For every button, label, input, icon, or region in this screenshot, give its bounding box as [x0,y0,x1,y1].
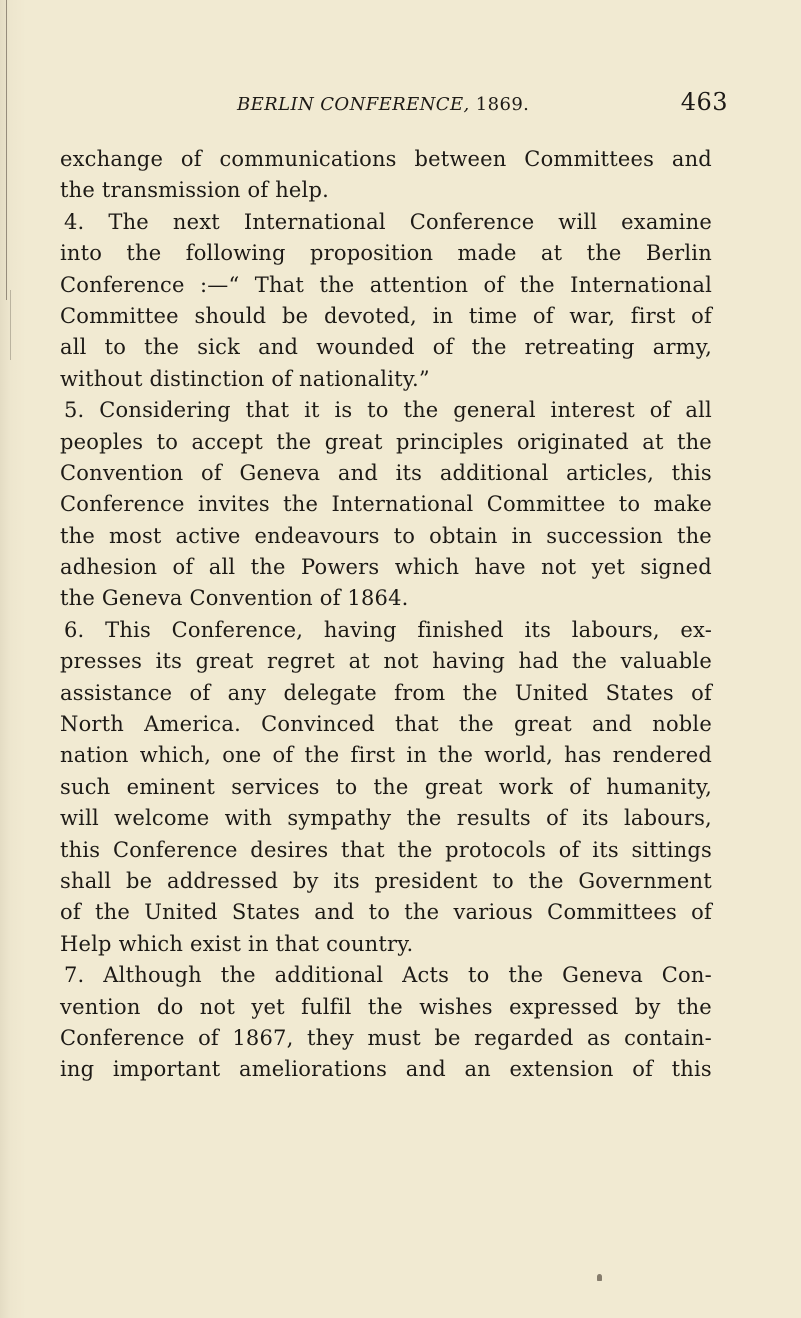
word: States [231,900,301,925]
word: with [224,806,273,831]
word: general [453,398,536,423]
text-line [60,1054,712,1085]
word: Conference [60,272,185,297]
word: at [642,429,664,454]
word: they [306,1025,354,1050]
word: International [331,492,474,517]
word: States [605,680,674,705]
word: and [337,460,378,485]
text-line [60,270,712,301]
word: which, [139,743,212,768]
word: adhesion [60,555,158,580]
word: wishes [419,994,493,1019]
word: had [518,649,559,674]
word: Considering [99,398,231,423]
word: its [155,649,183,674]
page-edge-line [6,0,7,300]
word: that [341,837,385,862]
word: be [434,1025,461,1050]
word: rendered [612,743,712,768]
running-head [237,94,529,115]
running-year: 1869. [475,94,530,115]
word: the [60,523,95,548]
word: International [243,209,386,234]
word: sittings [631,837,712,862]
word: North [60,712,125,737]
word: to [467,963,490,988]
word: expressed [509,994,619,1019]
word: that [245,398,290,423]
text-line [60,427,712,458]
word: humanity, [606,774,712,799]
word: devoted, [323,303,417,328]
word: regret [267,649,336,674]
word: of [649,398,671,423]
word: noble [652,712,712,737]
text-line [60,207,712,238]
word: the [250,555,286,580]
word: of [180,147,202,171]
word: Convinced [261,712,375,737]
word: Powers [301,555,380,580]
text-line [60,646,712,677]
word: its [582,806,609,831]
word: of [272,743,294,768]
word: articles, [566,460,655,485]
word: the [283,492,319,517]
word: 1867, [232,1025,294,1050]
word: examine [621,209,712,234]
word: to [618,492,641,517]
word: of [691,680,712,705]
word: eminent [126,774,215,799]
word: Conference [112,837,238,862]
word: be [126,868,153,893]
word: the [676,994,712,1019]
word: finished [417,617,504,642]
body-text [60,144,712,1086]
word: Government [578,868,712,893]
word: to [368,900,391,925]
word: welcome [114,806,210,831]
word: the [397,837,433,862]
word: of [558,837,580,862]
word: 5. [64,398,85,423]
text-line [60,395,712,426]
word: is [334,398,353,423]
text-line [60,866,712,897]
word: and [671,147,712,171]
word: of [632,1057,654,1082]
word: 4. [64,209,85,234]
word: presses [60,649,143,674]
text-line [60,552,712,583]
text-line [60,803,712,834]
word: important [112,1057,221,1082]
text-line [60,992,712,1023]
word: America. [144,712,241,737]
word: this [671,1057,712,1082]
text-line [60,960,712,991]
word: Committee [486,492,606,517]
word: all [685,398,712,423]
word: United [144,900,218,925]
page-edge-line [10,290,11,360]
word: the [276,429,312,454]
word: the [126,241,162,266]
text-line [60,709,712,740]
word: the [406,806,442,831]
word: its [395,460,423,485]
word: the [471,335,507,360]
word: it [304,398,320,423]
word: to [367,398,389,423]
word: world, [484,743,553,768]
word: made [457,241,517,266]
word: vention [60,994,141,1019]
word: that [395,712,439,737]
word: of [172,555,194,580]
word: services [231,774,320,799]
word: retreating [524,335,635,360]
word: all [208,555,236,580]
word: the [144,335,180,360]
word: first [630,303,676,328]
word: the [373,774,409,799]
word: such [60,774,111,799]
page-number: 463 [680,88,728,116]
word: the [462,680,498,705]
text-line: the transmission of help. [60,178,329,203]
word: at [540,241,563,266]
word: to [156,429,179,454]
word: the [508,963,544,988]
word: should [194,303,267,328]
word: active [175,523,241,548]
word: results [456,806,531,831]
word: and [592,712,633,737]
word: work [498,774,554,799]
word: communications [219,147,397,171]
word: of [483,272,505,297]
word: succession [546,523,663,548]
text-line [60,489,712,520]
ink-mark [597,1274,602,1281]
word: invites [197,492,270,517]
word: between [414,147,507,171]
word: time [468,303,518,328]
word: make [653,492,712,517]
word: sick [197,335,241,360]
text-line [60,678,712,709]
word: wounded [316,335,415,360]
word: Geneva [239,460,321,485]
word: sympathy [287,806,392,831]
word: not [541,555,577,580]
text-line [60,458,712,489]
word: proposition [309,241,434,266]
word: nation [60,743,129,768]
text-line [60,332,712,363]
word: 6. [64,617,85,642]
text-line [60,301,712,332]
word: yet [591,555,626,580]
word: the [519,272,555,297]
word: by [292,868,319,893]
word: and [405,1057,446,1082]
word: extension [509,1057,614,1082]
word: contain- [624,1025,712,1050]
word: great [424,774,483,799]
word: ing [60,1057,95,1082]
text-line [60,1023,712,1054]
word: any [227,680,267,705]
word: first [350,743,396,768]
word: at [348,649,370,674]
word: delegate [283,680,377,705]
word: do [156,994,184,1019]
word: from [394,680,446,705]
word: into [60,241,103,266]
word: be [281,303,309,328]
word: originated [516,429,629,454]
word: the [458,712,494,737]
text-line [60,740,712,771]
text-line [60,521,712,552]
word: ex- [680,617,712,642]
word: The [108,209,149,234]
word: ameliorations [238,1057,388,1082]
word: the [367,994,403,1019]
word: That [254,272,305,297]
page-header [60,88,728,122]
word: various [453,900,533,925]
word: principles [396,429,504,454]
word: must [367,1025,421,1050]
word: desires [250,837,329,862]
word: its [592,837,619,862]
word: to [104,335,127,360]
word: shall [60,868,112,893]
word: having [432,649,505,674]
word: labours, [571,617,660,642]
word: this [60,837,101,862]
word: of [691,303,712,328]
word: interest [550,398,635,423]
word: Committees [547,900,677,925]
running-title: BERLIN CONFERENCE, [237,94,470,115]
word: the [572,649,608,674]
word: Geneva [562,963,643,988]
word: not [199,994,236,1019]
word: the [676,429,712,454]
word: protocols [445,837,547,862]
word: Committee [60,303,179,328]
word: endeavours [254,523,380,548]
word: the [403,398,439,423]
word: next [172,209,220,234]
text-line [60,144,712,175]
word: Conference [409,209,535,234]
word: of [569,774,591,799]
word: yet [251,994,285,1019]
word: Conference [60,1025,185,1050]
word: Conference [60,492,185,517]
word: to [393,523,416,548]
word: of [546,806,567,831]
word: Although [103,963,202,988]
word: regarded [474,1025,574,1050]
word: and [314,900,355,925]
word: This [105,617,151,642]
text-line: Help which exist in that country. [60,931,414,956]
word: of [198,1025,219,1050]
word: army, [652,335,712,360]
word: additional [439,460,549,485]
word: by [634,994,661,1019]
word: the [528,868,564,893]
word: of [691,900,712,925]
word: the [304,743,340,768]
word: assistance [60,680,173,705]
word: which [394,555,460,580]
word: the [438,743,474,768]
word: will [558,209,598,234]
word: war, [569,303,616,328]
word: United [514,680,589,705]
word: valuable [620,649,712,674]
text-line: the Geneva Convention of 1864. [60,586,409,611]
word: one [222,743,262,768]
word: to [492,868,514,893]
word: the [676,523,712,548]
word: International [570,272,712,297]
word: Berlin [645,241,712,266]
word: addressed [167,868,279,893]
word: peoples [60,429,144,454]
word: 7. [64,963,85,988]
word: attention [369,272,469,297]
word: Conference, [171,617,304,642]
word: of [532,303,554,328]
word: obtain [429,523,498,548]
word: Convention [60,460,184,485]
word: the [404,900,440,925]
word: signed [640,555,712,580]
word: the [319,272,355,297]
word: not [383,649,419,674]
word: president [374,868,478,893]
word: great [195,649,254,674]
word: and [258,335,299,360]
word: fulfil [301,994,352,1019]
word: in [432,303,454,328]
text-line [60,772,712,803]
word: of [432,335,454,360]
word: an [464,1057,491,1082]
word: its [524,617,552,642]
word: following [185,241,286,266]
text-line: without distinction of nationality.” [60,366,430,391]
word: great [514,712,572,737]
text-line [60,615,712,646]
text-line [60,238,712,269]
word: has [564,743,602,768]
word: in [511,523,533,548]
text-line [60,835,712,866]
word: the [220,963,256,988]
word: labours, [623,806,712,831]
word: to [335,774,358,799]
word: great [324,429,383,454]
word: additional [274,963,384,988]
word: the [95,900,131,925]
word: of [60,900,81,925]
word: Acts [402,963,450,988]
word: have [474,555,526,580]
word: as [586,1025,611,1050]
word: its [333,868,360,893]
word: exchange [60,147,164,171]
word: :—“ [199,272,240,297]
word: most [108,523,162,548]
word: Committees [524,147,655,171]
word: Con- [661,963,712,988]
word: the [586,241,622,266]
word: this [671,460,712,485]
word: all [60,335,87,360]
word: in [406,743,428,768]
word: of [189,680,211,705]
word: of [201,460,222,485]
text-line [60,897,712,928]
word: having [323,617,397,642]
word: accept [191,429,264,454]
word: will [60,806,99,831]
